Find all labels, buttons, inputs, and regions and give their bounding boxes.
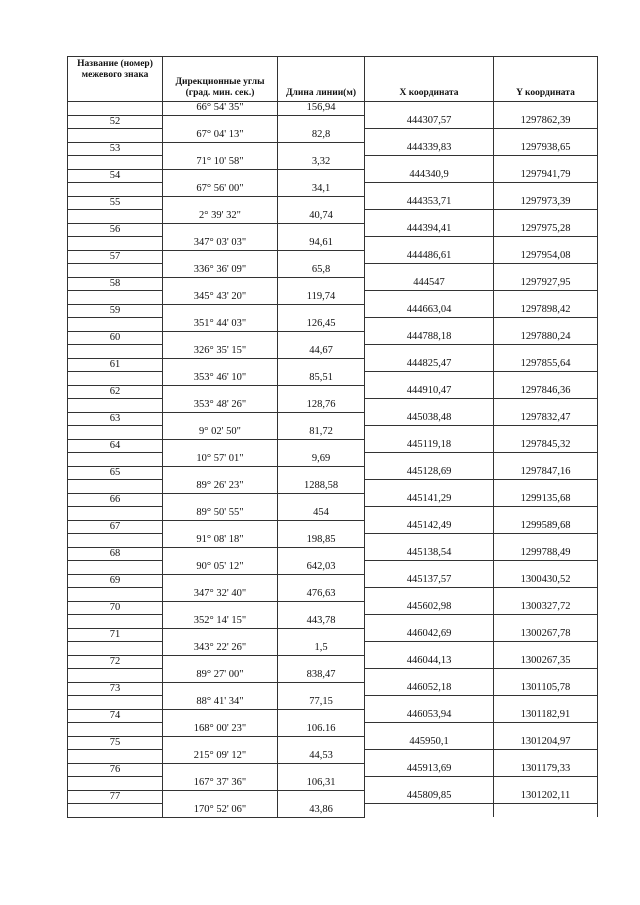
segment-row [68, 372, 598, 386]
length-cell: 9,69 [278, 453, 365, 467]
boundary-coordinates-table [67, 56, 598, 818]
y-coordinate: 1297832,47 [494, 412, 598, 426]
segment-row [68, 642, 598, 656]
point-number: 52 [68, 115, 163, 129]
point-number: 62 [68, 385, 163, 399]
point-number: 76 [68, 763, 163, 777]
y-coordinate: 1297941,79 [494, 169, 598, 183]
length-cell: 40,74 [278, 210, 365, 224]
segment-row [68, 399, 598, 413]
point-number: 53 [68, 142, 163, 156]
point-row [68, 682, 598, 696]
point-number: 55 [68, 196, 163, 210]
segment-row [68, 453, 598, 467]
y-coordinate: 1301105,78 [494, 682, 598, 696]
angle-cell: 168° 00' 23" [163, 723, 278, 737]
y-coordinate: 1301182,91 [494, 709, 598, 723]
y-coordinate: 1297938,65 [494, 142, 598, 156]
x-coordinate: 446053,94 [365, 709, 494, 723]
length-cell: 838,47 [278, 669, 365, 683]
segment-row [68, 318, 598, 332]
y-coordinate: 1301179,33 [494, 763, 598, 777]
segment-row [68, 507, 598, 521]
length-cell: 198,85 [278, 534, 365, 548]
header-length: Длина линии(м) [278, 57, 365, 102]
segment-row [68, 723, 598, 737]
length-cell: 44,67 [278, 345, 365, 359]
y-coordinate: 1297845,32 [494, 439, 598, 453]
point-row [68, 628, 598, 642]
length-cell: 43,86 [278, 804, 365, 818]
length-cell: 476,63 [278, 588, 365, 602]
angle-cell: 90° 05' 12" [163, 561, 278, 575]
segment-row [68, 156, 598, 170]
segment-row [68, 534, 598, 548]
y-coordinate: 1297927,95 [494, 277, 598, 291]
point-row [68, 709, 598, 723]
length-cell: 82,8 [278, 129, 365, 143]
x-coordinate: 444307,57 [365, 115, 494, 129]
angle-cell: 66° 54' 35" [163, 102, 278, 116]
point-row [68, 358, 598, 372]
y-coordinate: 1300267,35 [494, 655, 598, 669]
y-coordinate: 1297898,42 [494, 304, 598, 318]
point-row [68, 250, 598, 264]
point-number: 73 [68, 682, 163, 696]
x-coordinate: 444547 [365, 277, 494, 291]
point-row [68, 574, 598, 588]
y-coordinate: 1300327,72 [494, 601, 598, 615]
point-number: 66 [68, 493, 163, 507]
x-coordinate: 444340,9 [365, 169, 494, 183]
segment-row [68, 237, 598, 251]
point-row [68, 412, 598, 426]
length-cell: 85,51 [278, 372, 365, 386]
angle-cell: 89° 27' 00" [163, 669, 278, 683]
point-number: 64 [68, 439, 163, 453]
x-coordinate: 444353,71 [365, 196, 494, 210]
point-row [68, 655, 598, 669]
point-row [68, 115, 598, 129]
y-coordinate: 1300430,52 [494, 574, 598, 588]
x-coordinate: 445809,85 [365, 790, 494, 804]
angle-cell: 353° 46' 10" [163, 372, 278, 386]
x-coordinate: 444825,47 [365, 358, 494, 372]
point-number: 56 [68, 223, 163, 237]
point-row [68, 547, 598, 561]
point-row [68, 601, 598, 615]
angle-cell: 71° 10' 58" [163, 156, 278, 170]
point-row [68, 790, 598, 804]
header-x: X координата [365, 57, 494, 102]
length-cell: 81,72 [278, 426, 365, 440]
angle-cell: 215° 09' 12" [163, 750, 278, 764]
angle-cell: 89° 26' 23" [163, 480, 278, 494]
x-coordinate: 445950,1 [365, 736, 494, 750]
coordinates-table-sheet [67, 56, 597, 818]
angle-cell: 353° 48' 26" [163, 399, 278, 413]
point-number: 71 [68, 628, 163, 642]
y-coordinate: 1299788,49 [494, 547, 598, 561]
segment-row [68, 804, 598, 818]
angle-cell: 67° 56' 00" [163, 183, 278, 197]
angle-cell: 88° 41' 34" [163, 696, 278, 710]
length-cell: 106.16 [278, 723, 365, 737]
y-coordinate: 1297862,39 [494, 115, 598, 129]
point-row [68, 277, 598, 291]
angle-cell: 345° 43' 20" [163, 291, 278, 305]
point-row [68, 385, 598, 399]
x-coordinate: 444486,61 [365, 250, 494, 264]
y-coordinate: 1297880,24 [494, 331, 598, 345]
segment-row [68, 183, 598, 197]
x-coordinate: 444663,04 [365, 304, 494, 318]
y-coordinate: 1297973,39 [494, 196, 598, 210]
y-coordinate: 1297855,64 [494, 358, 598, 372]
x-coordinate: 444339,83 [365, 142, 494, 156]
segment-row [68, 561, 598, 575]
header-angle: Дирекционные углы (град. мин. сек.) [163, 57, 278, 102]
point-row [68, 142, 598, 156]
point-row [68, 763, 598, 777]
point-row [68, 439, 598, 453]
y-coordinate: 1301204,97 [494, 736, 598, 750]
point-number: 69 [68, 574, 163, 588]
x-coordinate: 445137,57 [365, 574, 494, 588]
segment-row [68, 480, 598, 494]
point-row [68, 736, 598, 750]
y-coordinate: 1297846,36 [494, 385, 598, 399]
angle-cell: 9° 02' 50" [163, 426, 278, 440]
x-coordinate: 444788,18 [365, 331, 494, 345]
x-coordinate: 445913,69 [365, 763, 494, 777]
segment-row [68, 264, 598, 278]
length-cell: 3,32 [278, 156, 365, 170]
x-coordinate: 445119,18 [365, 439, 494, 453]
x-coordinate: 446044,13 [365, 655, 494, 669]
angle-cell: 167° 37' 36" [163, 777, 278, 791]
y-coordinate: 1299589,68 [494, 520, 598, 534]
point-row [68, 493, 598, 507]
length-cell: 1288,58 [278, 480, 365, 494]
x-coordinate: 445038,48 [365, 412, 494, 426]
point-number: 74 [68, 709, 163, 723]
y-coordinate: 1297847,16 [494, 466, 598, 480]
segment-row [68, 750, 598, 764]
y-coordinate: 1299135,68 [494, 493, 598, 507]
point-row [68, 196, 598, 210]
point-number: 58 [68, 277, 163, 291]
angle-cell: 2° 39' 32" [163, 210, 278, 224]
header-row [68, 57, 598, 102]
x-coordinate: 445128,69 [365, 466, 494, 480]
length-cell: 128,76 [278, 399, 365, 413]
angle-cell: 352° 14' 15" [163, 615, 278, 629]
segment-row [68, 291, 598, 305]
point-row [68, 331, 598, 345]
angle-cell: 343° 22' 26" [163, 642, 278, 656]
angle-cell: 89° 50' 55" [163, 507, 278, 521]
segment-row [68, 696, 598, 710]
header-y: Y координата [494, 57, 598, 102]
length-cell: 65,8 [278, 264, 365, 278]
point-number: 63 [68, 412, 163, 426]
angle-cell: 351° 44' 03" [163, 318, 278, 332]
segment-row [68, 669, 598, 683]
segment-row [68, 345, 598, 359]
segment-row [68, 615, 598, 629]
x-coordinate: 446042,69 [365, 628, 494, 642]
x-coordinate: 445141,29 [365, 493, 494, 507]
angle-cell: 347° 03' 03" [163, 237, 278, 251]
segment-row [68, 588, 598, 602]
x-coordinate: 446052,18 [365, 682, 494, 696]
point-number: 59 [68, 304, 163, 318]
length-cell: 94,61 [278, 237, 365, 251]
length-cell: 34,1 [278, 183, 365, 197]
segment-row [68, 777, 598, 791]
length-cell: 119,74 [278, 291, 365, 305]
y-coordinate: 1297954,08 [494, 250, 598, 264]
point-row [68, 520, 598, 534]
point-number: 65 [68, 466, 163, 480]
point-number: 75 [68, 736, 163, 750]
length-cell: 443,78 [278, 615, 365, 629]
angle-cell: 91° 08' 18" [163, 534, 278, 548]
y-coordinate: 1297975,28 [494, 223, 598, 237]
point-row [68, 223, 598, 237]
x-coordinate: 445142,49 [365, 520, 494, 534]
x-coordinate: 445138,54 [365, 547, 494, 561]
angle-cell: 336° 36' 09" [163, 264, 278, 278]
y-coordinate: 1300267,78 [494, 628, 598, 642]
point-number: 57 [68, 250, 163, 264]
y-coordinate: 1301202,11 [494, 790, 598, 804]
point-row [68, 466, 598, 480]
angle-cell: 170° 52' 06" [163, 804, 278, 818]
point-number: 61 [68, 358, 163, 372]
point-number: 60 [68, 331, 163, 345]
point-number: 54 [68, 169, 163, 183]
angle-cell: 10° 57' 01" [163, 453, 278, 467]
point-row [68, 304, 598, 318]
x-coordinate: 444910,47 [365, 385, 494, 399]
x-coordinate: 445602,98 [365, 601, 494, 615]
point-number: 70 [68, 601, 163, 615]
length-cell: 642,03 [278, 561, 365, 575]
x-coordinate: 444394,41 [365, 223, 494, 237]
angle-cell: 326° 35' 15" [163, 345, 278, 359]
length-cell: 126,45 [278, 318, 365, 332]
point-number: 67 [68, 520, 163, 534]
length-cell: 156,94 [278, 102, 365, 116]
point-number: 68 [68, 547, 163, 561]
point-row [68, 169, 598, 183]
length-cell: 44,53 [278, 750, 365, 764]
angle-cell: 347° 32' 40" [163, 588, 278, 602]
length-cell: 77,15 [278, 696, 365, 710]
angle-cell: 67° 04' 13" [163, 129, 278, 143]
length-cell: 454 [278, 507, 365, 521]
point-number: 77 [68, 790, 163, 804]
point-number: 72 [68, 655, 163, 669]
segment-row [68, 102, 598, 116]
segment-row [68, 129, 598, 143]
segment-row [68, 426, 598, 440]
header-name: Название (номер) межевого знака [68, 57, 163, 102]
length-cell: 1,5 [278, 642, 365, 656]
segment-row [68, 210, 598, 224]
length-cell: 106,31 [278, 777, 365, 791]
